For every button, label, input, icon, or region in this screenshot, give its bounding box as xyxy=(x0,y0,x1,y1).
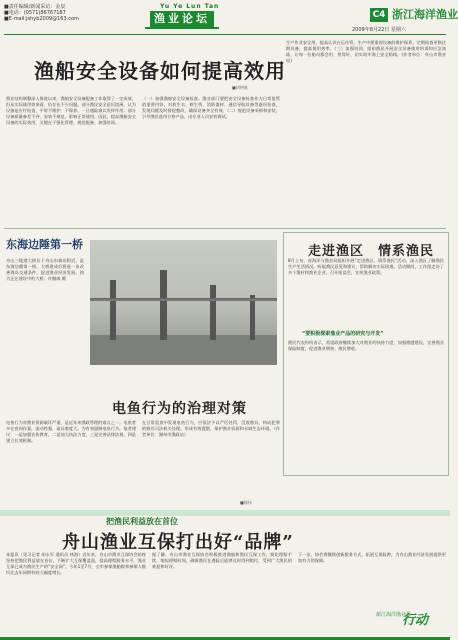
page-number: C4 xyxy=(370,8,388,22)
phone-line: ■电话：(0571)86767187 xyxy=(4,10,66,16)
article2-column-1: 电鱼行为对渔业资源破坏严重，是近年来渔政管理的难点之一。电鱼者多在夜间作案，流动性强，取证难度大。为有效遏制电鱼行为，笔者建议：一是加强宣传教育，二是加大执法力度，三是完善法律法规，四是建立长效机制。 xyxy=(6,420,136,443)
article1-column-3: 生产作业安全用，提高认识在运作管，生产中要重视设备的维护保养，定期检查更换过期设备，提高使用效率。（三）加强培训，组织渔民开展安全设备使用培训和应急演练，让每一位船员都会用、用得好，切实筑牢海上安全防线。(作者单位：舟山市渔业局) xyxy=(286,40,446,63)
email-line: ■E-mail:jshyb2009@163.com xyxy=(4,16,79,22)
article2-column-2: 在日常巡查中发现电鱼行为，应依法予以严厉处罚，没收渔具，构成犯罪的移送司法机关处理，形成有效震慑，保护渔业资源和水域生态环境。（作者单位：湖州市渔政站） xyxy=(142,420,280,437)
logo-text: 行动 xyxy=(402,613,429,628)
bridge-photo xyxy=(90,240,277,365)
sidebar-title: 走进渔区 情系渔民 xyxy=(308,244,435,259)
article3-column-1: 本报讯（见习记者 胡永军 通讯员 林海）近年来，舟山市渔业互保协会始终坚持把渔民利益放在首位，不断扩大互保覆盖面，提高理赔服务水平，渔业互保已成为渔民生产的“安全网”。今年1至7月，全市参保渔船数和参保人数均比去年同期有较大幅度增长。 xyxy=(6,552,146,575)
article1-column-1: 渔业结构调整深入推进以来，渔船安全设备配备工作取得了一定成效，但从实际使用效果看，仍存在不少问题。部分渔民安全意识淡薄，认为设备是应付检查，平时不维护、不保养，一旦遇险难以发挥作用；部分设备质量参差不齐，安装不规范，影响正常使用。因此，提高渔船安全设备的实际效用，关键在于强化管理、规范配备、加强培训。 xyxy=(6,96,136,125)
logo-small-text: 新江海洋渔业报 xyxy=(376,612,412,618)
article3-title: 舟山渔业互保打出好“品牌” xyxy=(62,532,294,553)
section-title: 渔业论坛 xyxy=(150,11,214,27)
paper-name: 浙江海洋渔业 xyxy=(392,8,458,21)
article3-column-2: 据了解，舟山市渔业互保协会积极推进渔船和渔民互保工作，简化理赔手续，缩短理赔时间，确保渔民在遇险后能够及时得到赔付，受到广大渔民的欢迎和好评。 xyxy=(152,552,292,569)
sidebar-body: 8月上旬，省海洋与渔业局组织开展“走进渔区、情系渔民”活动，深入渔区了解渔民生产生活情况，听取渔民意见和建议，帮助解决实际困难。活动期间，工作组走访了多个渔村和渔业企业，召开座谈会，宣传渔业政策。 xyxy=(288,258,444,275)
article2-byline: ■徐伟 xyxy=(240,500,252,505)
photo-caption: 舟山三地港大桥位于舟山东极岛附近，是东海边陲第一桥。大桥建成后将进一步改善海岛交通条件，促进渔业经济发展。图为正在建设中的大桥。许继威 摄 xyxy=(6,258,84,281)
issue-date: 2009年8月22日 星期六 xyxy=(352,27,406,33)
editor-line: ■责任编辑/新闻采访：金辰 xyxy=(4,4,66,10)
article2-title: 电鱼行为的治理对策 xyxy=(112,401,247,417)
section-divider xyxy=(4,228,446,229)
section-pinyin: Yu Ye Lun Tan xyxy=(160,3,220,10)
article3-column-3: 下一步，协会将继续创新服务方式，拓展互保险种，为舟山渔业经济发展提供更加有力的保障。 xyxy=(298,552,446,563)
headline-band xyxy=(0,510,450,516)
masthead-contacts xyxy=(4,4,79,22)
photo-feature-title: 东海边陲第一桥 xyxy=(6,238,83,251)
sidebar-quote: “要积极探索渔业产品的研究与开发” xyxy=(302,331,384,337)
article1-column-2: （一）加强渔船安全设备检查。渔业部门要把安全设备检查作为日常监管的重要内容，对救生衣、救生筏、消防器材、通信导航设备等逐项检查，发现问题及时督促整改，确保设备齐全有效。（二）规范设备采购和安装，引导渔民选用合格产品，由专业人员安装调试。 xyxy=(142,96,280,119)
sidebar-body-2: 渔民代表纷纷表示，希望政府继续加大对渔业的扶持力度，加强渔港建设，完善渔业保险制度，促进渔业增效、渔民增收。 xyxy=(288,340,444,351)
article1-title: 渔船安全设备如何提高效用 xyxy=(34,59,286,83)
masthead-rule xyxy=(4,34,446,35)
article1-byline: ■胡仲康 xyxy=(232,85,248,90)
article3-subtitle: 把渔民利益放在首位 xyxy=(106,516,178,526)
bridge-illustration xyxy=(90,240,277,365)
